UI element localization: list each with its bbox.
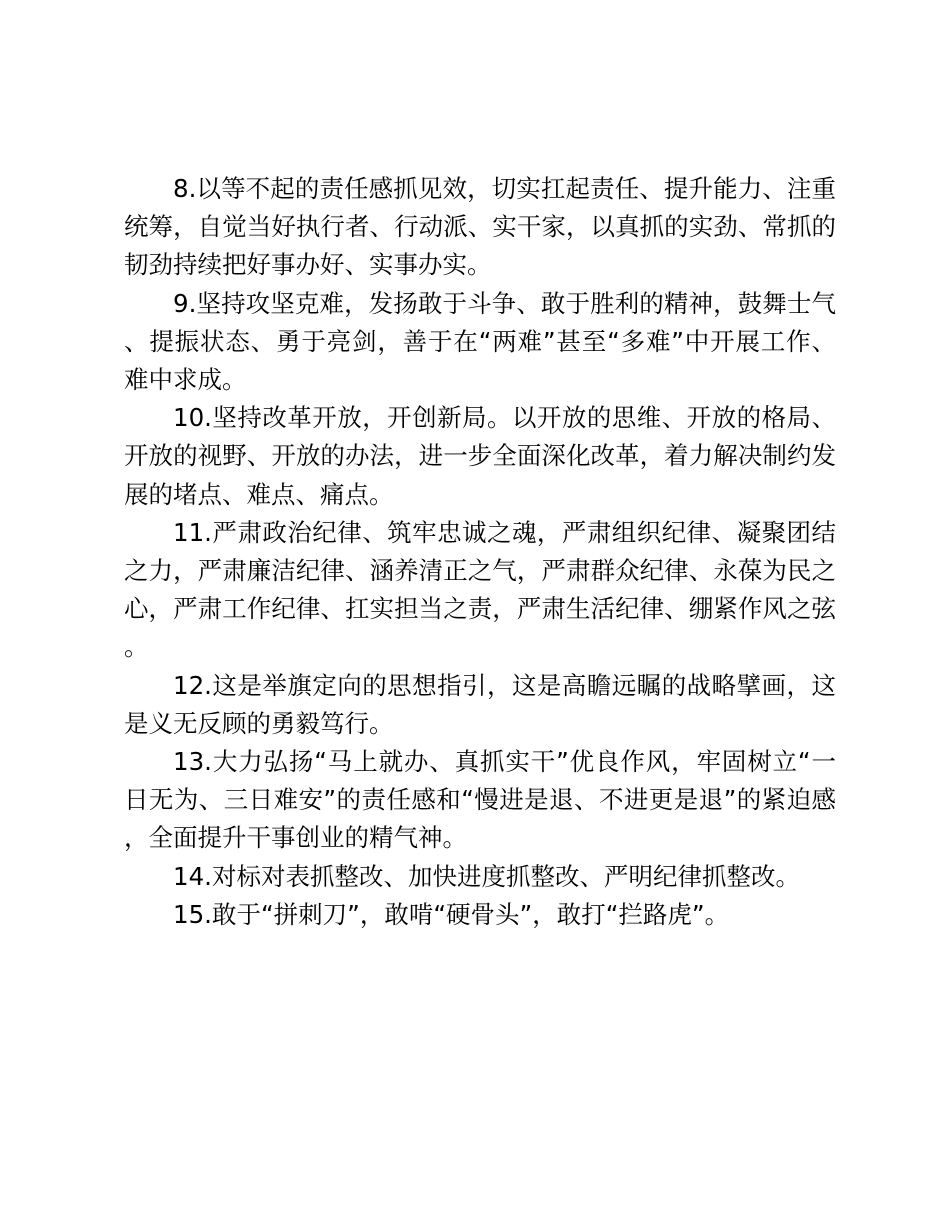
paragraph-15: 15.敢于“拼刺刀”，敢啃“硬骨头”，敢打“拦路虎”。 (173, 899, 730, 929)
paragraph-11: 11.严肃政治纪律、筑牢忠诚之魂，严肃组织纪律、凝聚团结之力，严肃廉洁纪律、涵养清正之气，严肃群众纪律、永葆为民之心，严肃工作纪律、扛实担当之责，严肃生活纪律、绷紧作风之弦。 (124, 517, 836, 662)
paragraph-8: 8.以等不起的责任感抓见效，切实扛起责任、提升能力、注重统筹，自觉当好执行者、行动派、实干家，以真抓的实劲、常抓的韧劲持续把好事办好、实事办实。 (124, 174, 836, 280)
paragraph-9: 9.坚持攻坚克难，发扬敢于斗争、敢于胜利的精神，鼓舞士气、提振状态、勇于亮剑，善于在“两难”甚至“多难”中开展工作、难中求成。 (124, 288, 836, 395)
paragraph-13: 13.大力弘扬“马上就办、真抓实干”优良作风，牢固树立“一日无为、三日难安”的责任感和“慢进是退、不进更是退”的紧迫感，全面提升干事创业的精气神。 (124, 747, 836, 853)
paragraph-12: 12.这是举旗定向的思想指引，这是高瞻远瞩的战略擘画，这是义无反顾的勇毅笃行。 (124, 670, 836, 738)
document-body (124, 170, 836, 934)
paragraph-10: 10.坚持改革开放，开创新局。以开放的思维、开放的格局、开放的视野、开放的办法，进一步全面深化改革，着力解决制约发展的堵点、难点、痛点。 (124, 403, 836, 509)
paragraph-14: 14.对标对表抓整改、加快进度抓整改、严明纪律抓整改。 (173, 861, 800, 891)
